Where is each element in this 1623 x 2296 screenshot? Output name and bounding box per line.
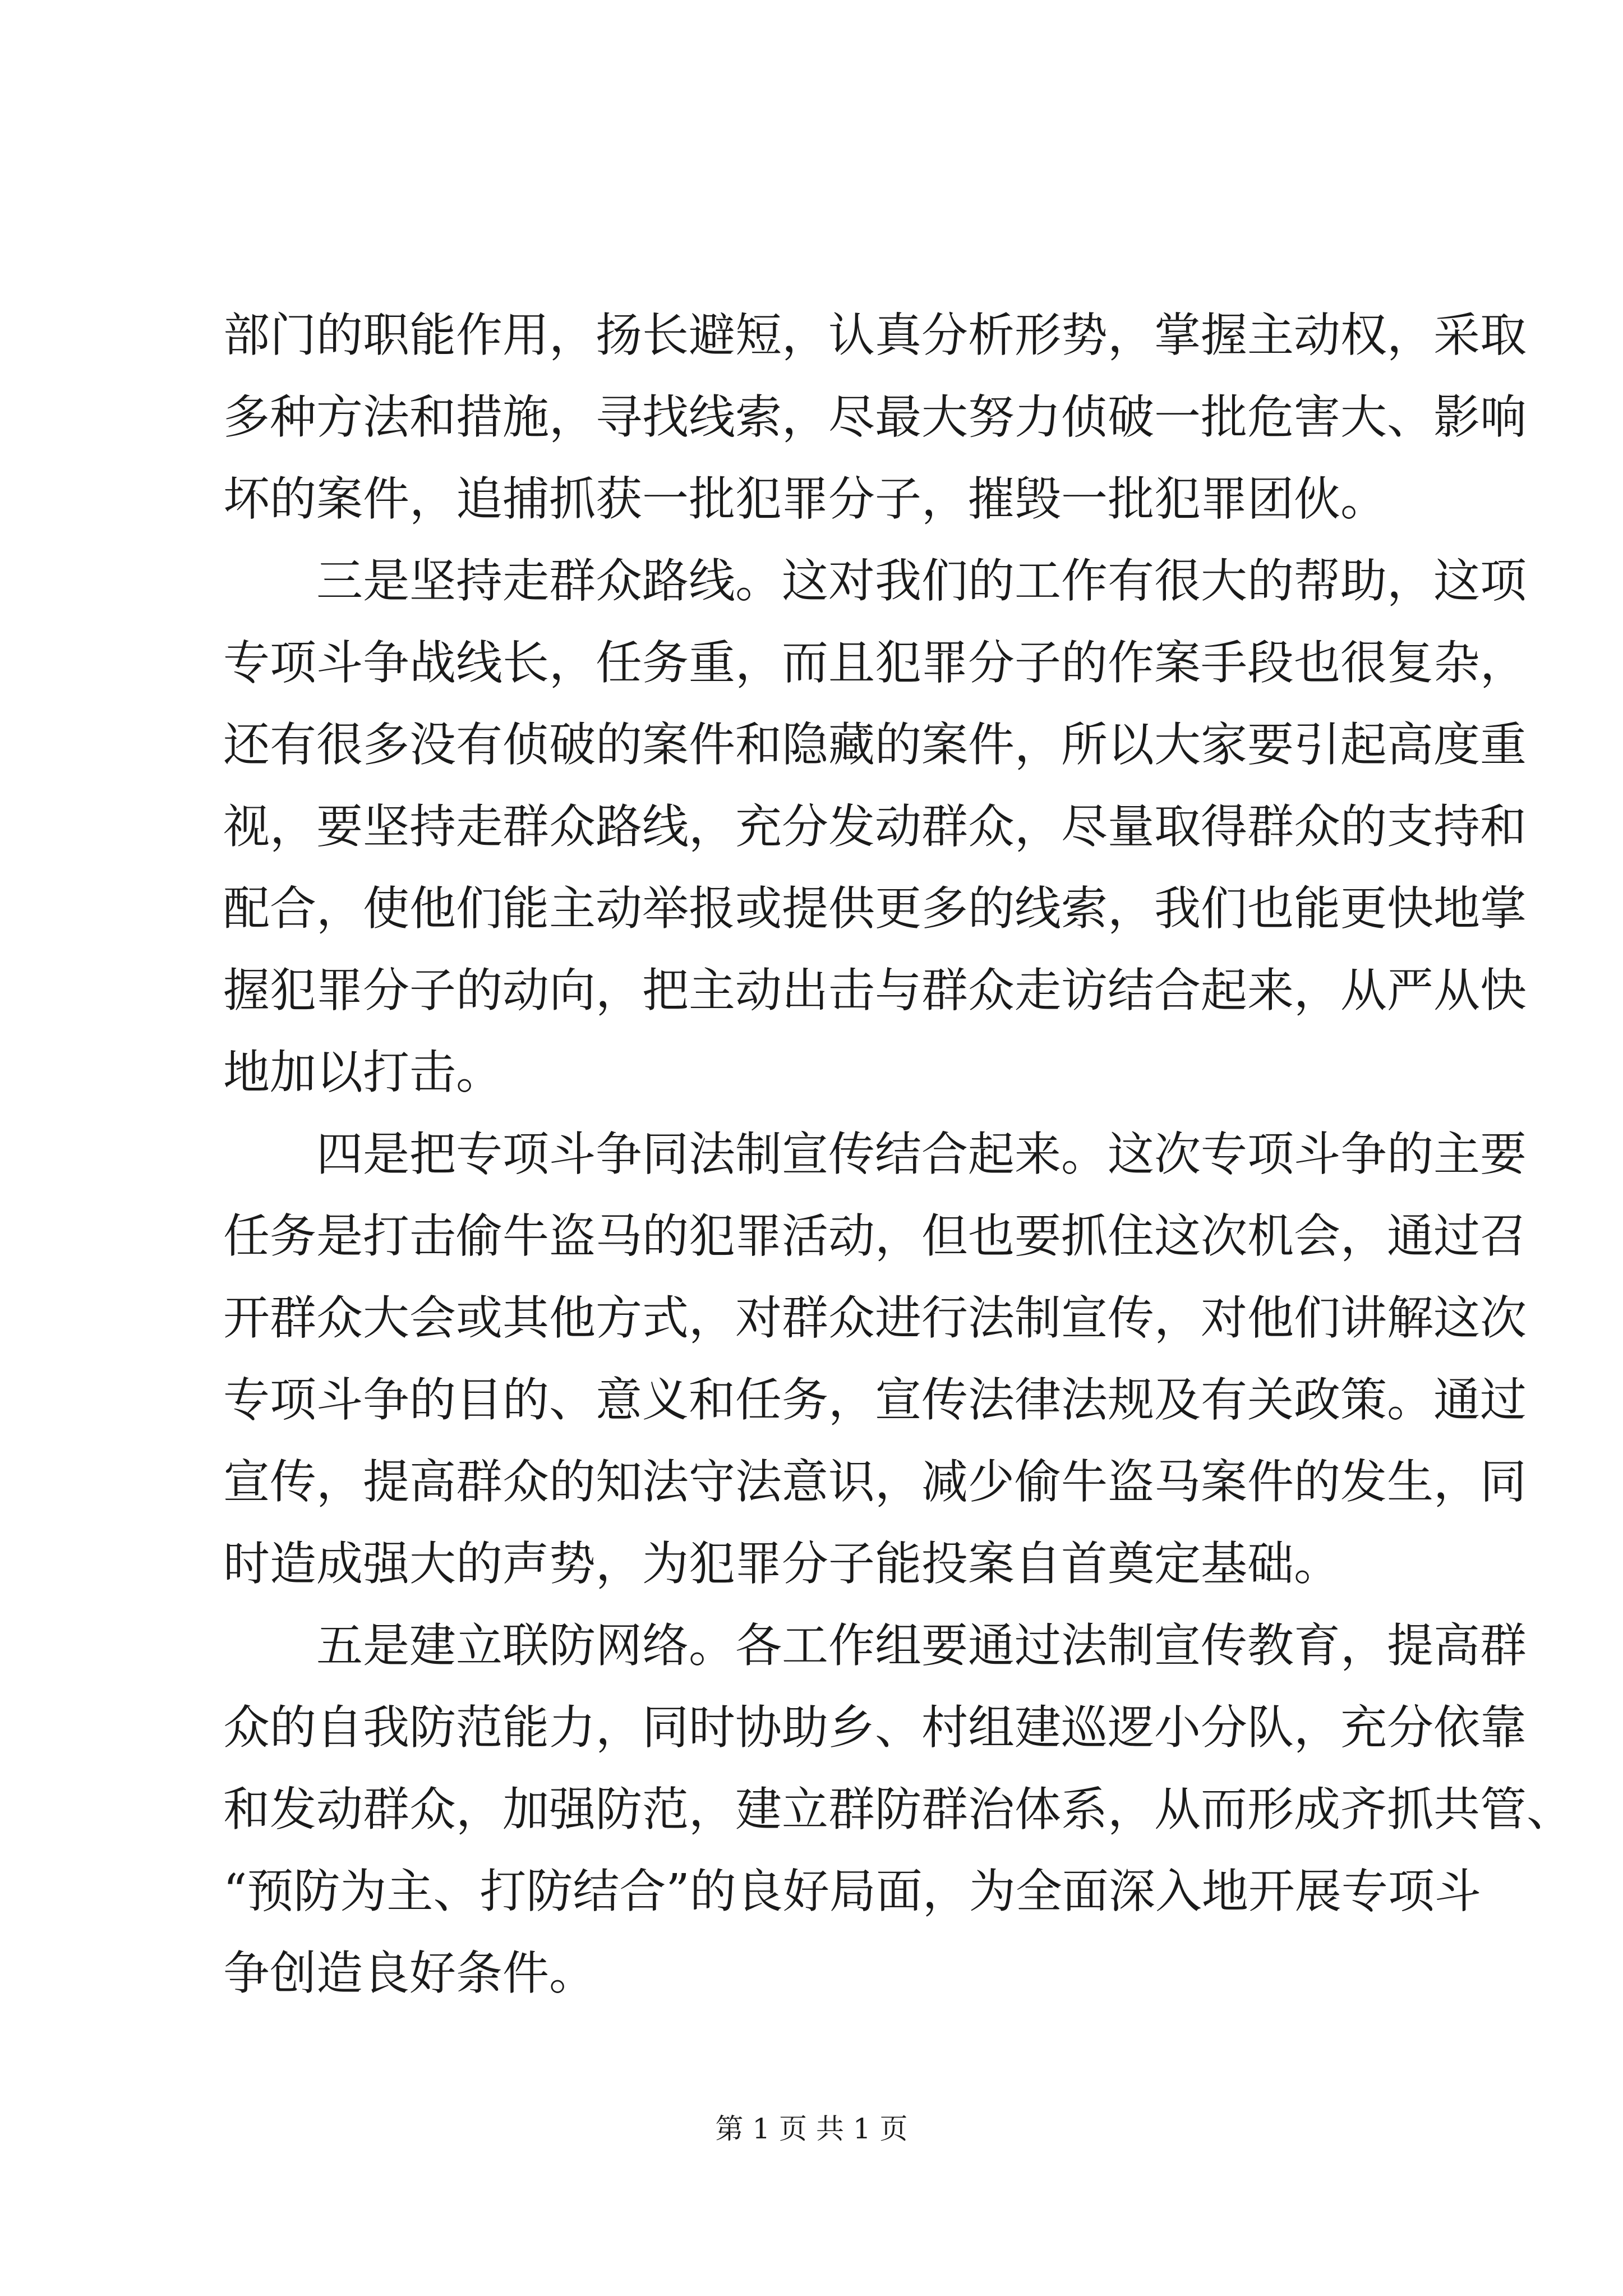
text-line: 宣传，提高群众的知法守法意识，减少偷牛盗马案件的发生，同 [223, 1455, 1527, 1509]
text-line: 多种方法和措施，寻找线索，尽最大努力侦破一批危害大、影响 [223, 390, 1527, 444]
text-line: 坏的案件，追捕抓获一批犯罪分子，摧毁一批犯罪团伙。 [223, 472, 1387, 526]
text-line: 时造成强大的声势，为犯罪分子能投案自首奠定基础。 [223, 1536, 1340, 1591]
text-line: 众的自我防范能力，同时协助乡、村组建巡逻小分队，充分依靠 [223, 1700, 1527, 1755]
text-line: 部门的职能作用，扬长避短，认真分析形势，掌握主动权，采取 [223, 308, 1527, 362]
text-line: 地加以打击。 [223, 1045, 502, 1099]
text-line: 视，要坚持走群众路线，充分发动群众，尽量取得群众的支持和 [223, 799, 1527, 854]
text-line: 专项斗争战线长，任务重，而且犯罪分子的作案手段也很复杂， [223, 636, 1527, 690]
text-line: 开群众大会或其他方式，对群众进行法制宣传，对他们讲解这次 [223, 1291, 1527, 1345]
text-line: 五是建立联防网络。各工作组要通过法制宣传教育，提高群 [223, 1618, 1527, 1673]
text-line: 握犯罪分子的动向，把主动出击与群众走访结合起来，从严从快 [223, 963, 1527, 1018]
text-line: 任务是打击偷牛盗马的犯罪活动，但也要抓住这次机会，通过召 [223, 1209, 1527, 1263]
text-line: 三是坚持走群众路线。这对我们的工作有很大的帮助，这项 [223, 554, 1527, 608]
text-line: 和发动群众，加强防范，建立群防群治体系，从而形成齐抓共管、 [223, 1782, 1573, 1837]
text-line: 四是把专项斗争同法制宣传结合起来。这次专项斗争的主要 [223, 1127, 1527, 1181]
page-number-footer: 第 1 页 共 1 页 [715, 2113, 908, 2145]
text-line: 专项斗争的目的、意义和任务，宣传法律法规及有关政策。通过 [223, 1373, 1527, 1427]
text-line: 还有很多没有侦破的案件和隐藏的案件，所以大家要引起高度重 [223, 717, 1527, 772]
text-line: 配合，使他们能主动举报或提供更多的线索，我们也能更快地掌 [223, 881, 1527, 936]
text-line: “预防为主、打防结合”的良好局面，为全面深入地开展专项斗 [223, 1864, 1481, 1918]
text-line: 争创造良好条件。 [223, 1946, 596, 2000]
